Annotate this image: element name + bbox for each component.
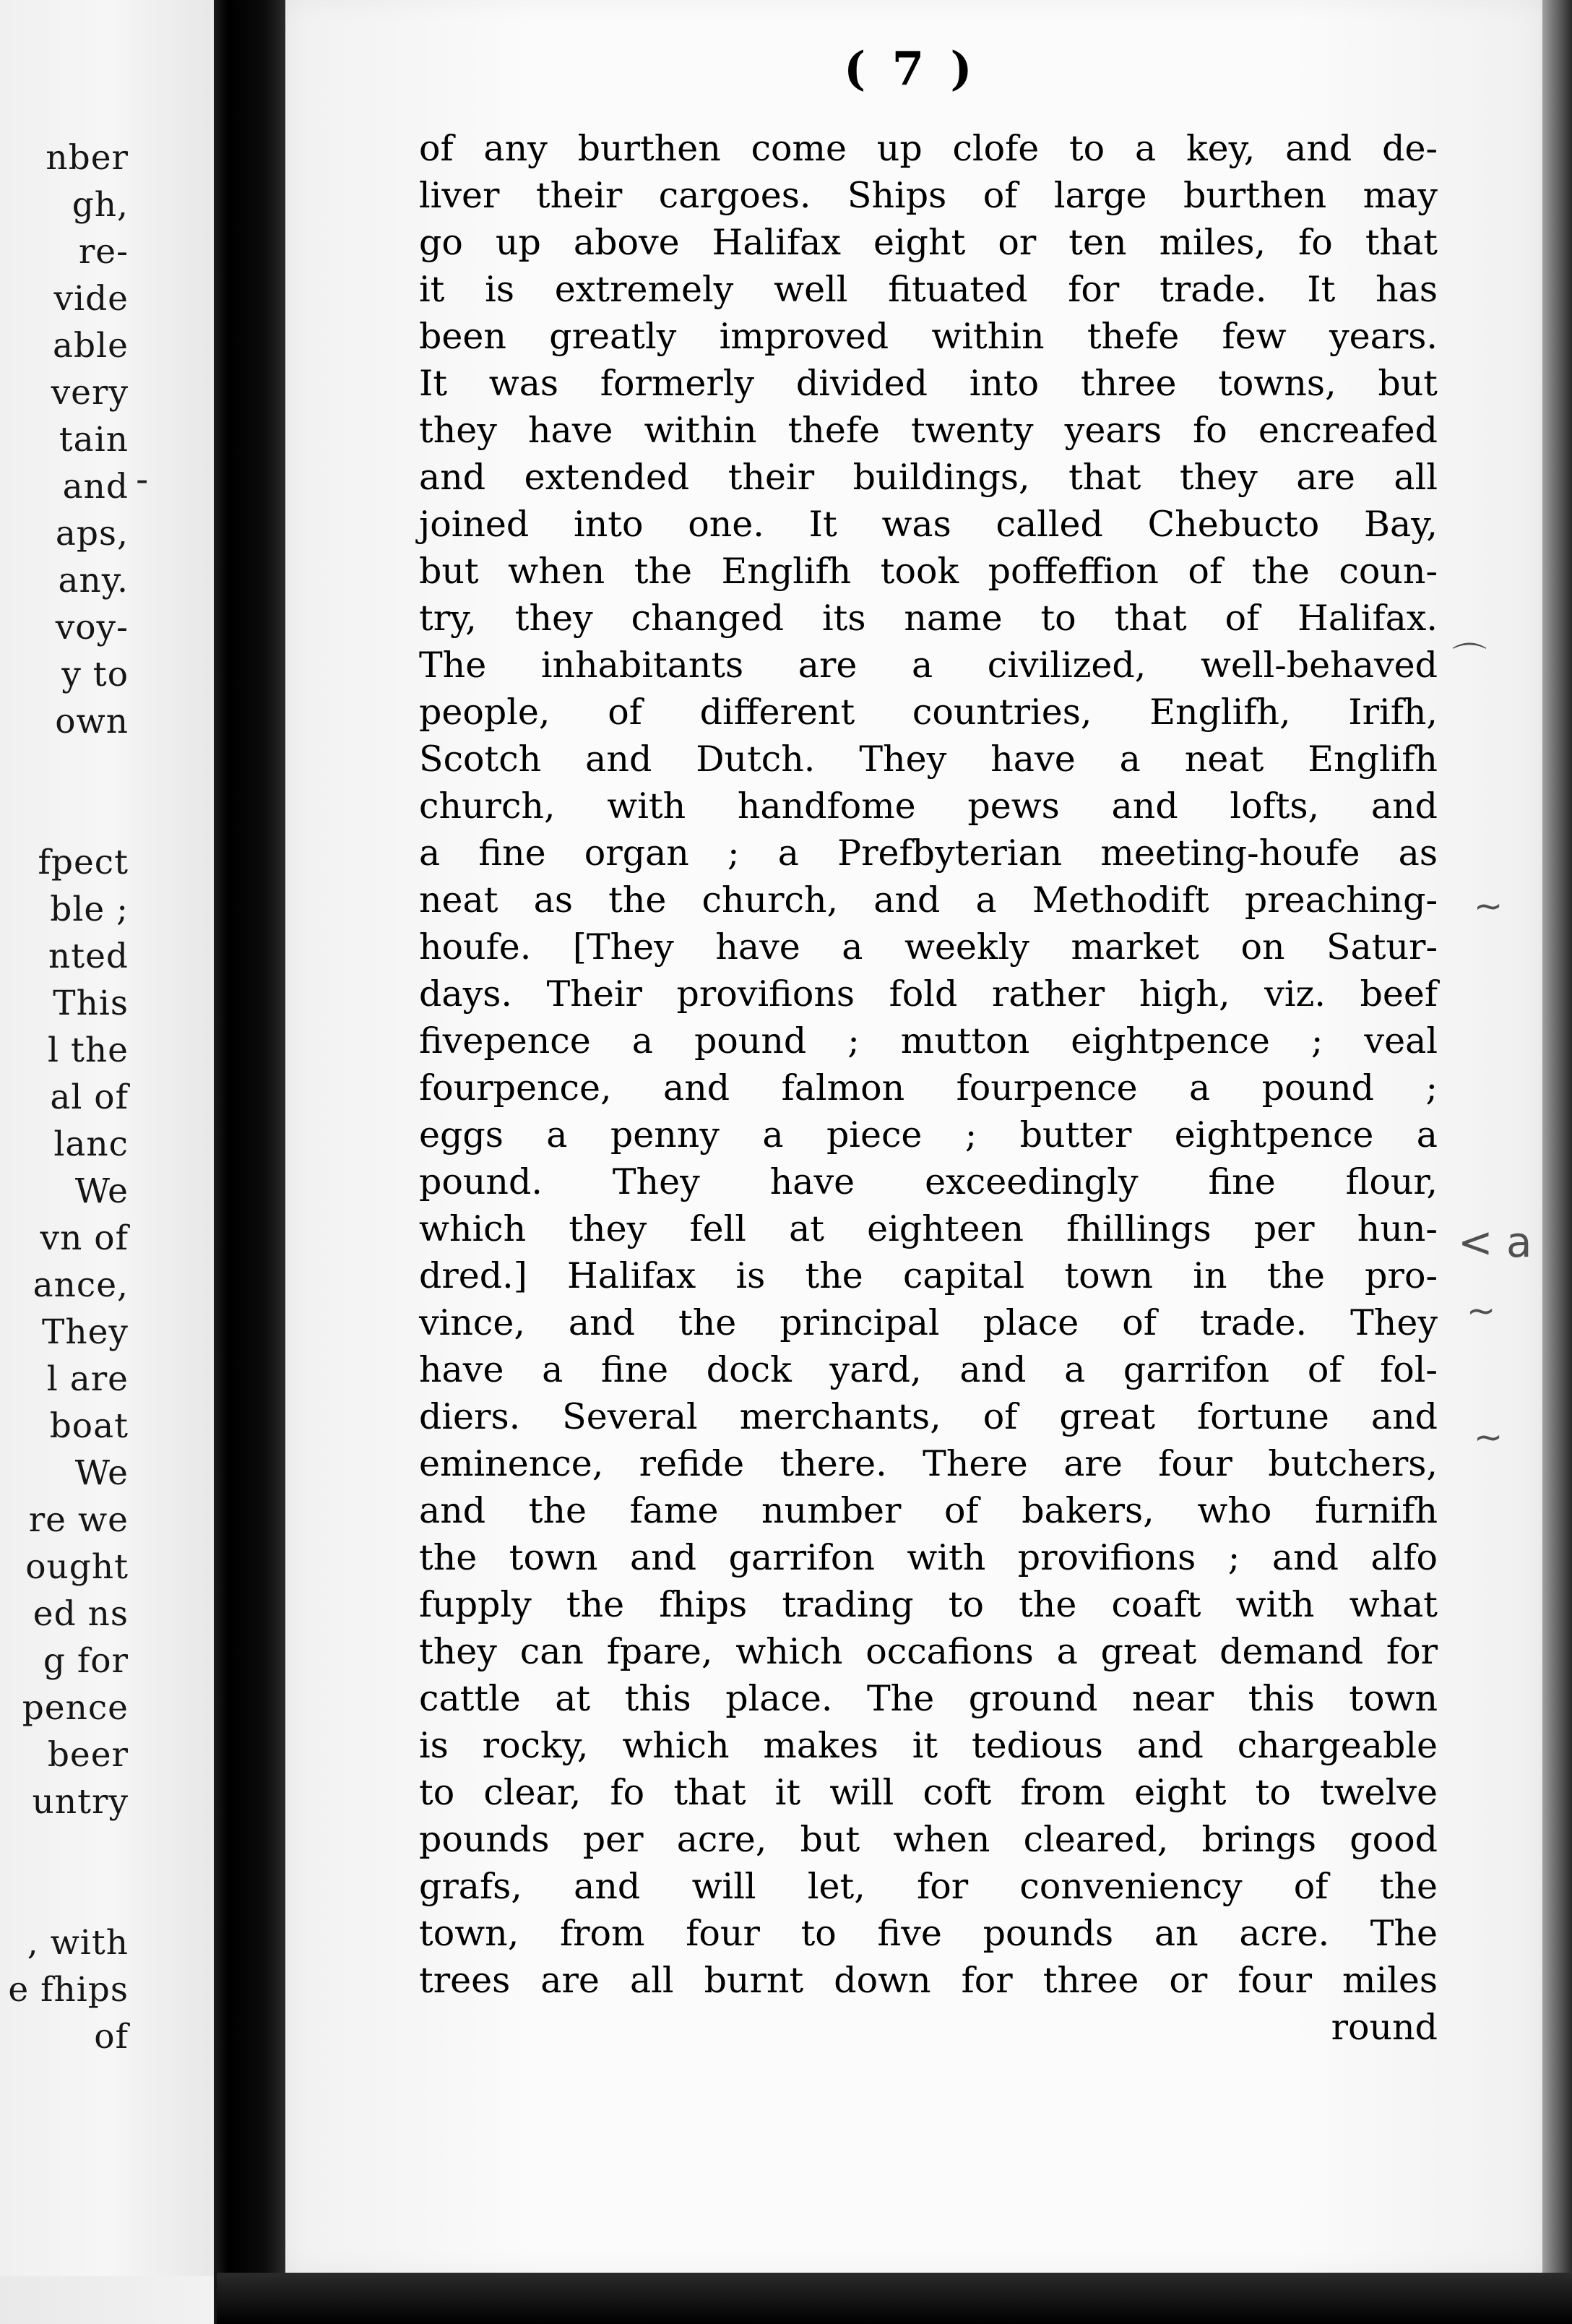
text-line: but when the Englifh took poffeffion of the coun-: [419, 551, 1438, 592]
facing-page-line: vide: [53, 279, 129, 319]
text-line: vince, and the principal place of trade. They: [419, 1302, 1438, 1343]
text-line: eggs a penny a piece ; butter eightpence a: [419, 1114, 1438, 1155]
margin-annotation-curve: ⌒: [1452, 640, 1487, 681]
book-gutter: [214, 0, 286, 2324]
facing-page-line: fpect: [38, 843, 129, 882]
facing-page-line: al of: [50, 1077, 129, 1117]
text-line: fupply the fhips trading to the coaft with what: [419, 1584, 1438, 1625]
facing-page-line: beer: [47, 1735, 129, 1775]
text-line: church, with handfome pews and lofts, and: [419, 786, 1438, 827]
text-line: a fine organ ; a Prefbyterian meeting-houfe as: [419, 832, 1438, 874]
facing-page-line: lanc: [53, 1124, 129, 1164]
facing-page-line: l the: [48, 1030, 129, 1070]
facing-page-line: y to: [61, 655, 129, 694]
text-line: eminence, refide there. There are four butchers,: [419, 1443, 1438, 1484]
facing-page-line: aps,: [55, 514, 129, 554]
text-line: neat as the church, and a Methodift preaching-: [419, 879, 1438, 921]
text-line: pound. They have exceedingly fine flour,: [419, 1161, 1438, 1202]
facing-page-line: voy-: [55, 608, 129, 647]
text-line: of any burthen come up clofe to a key, and de-: [419, 128, 1438, 169]
facing-page-line: They: [42, 1312, 129, 1352]
facing-page-line: re-: [78, 232, 129, 272]
text-line: grafs, and will let, for conveniency of the: [419, 1866, 1438, 1907]
text-line: is rocky, which makes it tedious and chargeable: [419, 1725, 1438, 1766]
text-line: diers. Several merchants, of great fortune and: [419, 1396, 1438, 1437]
text-line: joined into one. It was called Chebucto Bay,: [419, 504, 1438, 545]
text-line: have a fine dock yard, and a garrifon of fol-: [419, 1349, 1438, 1390]
facing-page-line: nber: [46, 138, 129, 178]
facing-page-line: boat: [49, 1406, 129, 1446]
text-line: Scotch and Dutch. They have a neat Englifh: [419, 739, 1438, 780]
text-line: the town and garrifon with provifions ; and alfo: [419, 1537, 1438, 1578]
body-text: [419, 125, 1438, 2051]
page-edge-shadow: [1542, 0, 1572, 2324]
facing-page-line: ed ns: [33, 1594, 129, 1634]
facing-page-line: and: [62, 467, 129, 507]
margin-annotation-dash: -: [136, 460, 149, 500]
text-line: cattle at this place. The ground near this town: [419, 1678, 1438, 1719]
facing-page-line: pence: [22, 1688, 129, 1728]
text-line: town, from four to five pounds an acre. The: [419, 1913, 1438, 1954]
text-line: which they fell at eighteen fhillings per hun-: [419, 1208, 1438, 1249]
facing-page-line: tain: [59, 420, 129, 460]
text-line: and extended their buildings, that they are all: [419, 457, 1438, 498]
text-line: they can fpare, which occafions a great demand for: [419, 1631, 1438, 1672]
text-line: houfe. [They have a weekly market on Satur-: [419, 926, 1438, 968]
facing-page-fragment: [0, 0, 217, 2276]
text-line: people, of different countries, Englifh, Irifh,: [419, 692, 1438, 733]
facing-page-line: gh,: [72, 185, 129, 225]
facing-page-line: nted: [48, 937, 129, 976]
text-line: trees are all burnt down for three or four miles: [419, 1960, 1438, 2001]
text-line: fivepence a pound ; mutton eightpence ; veal: [419, 1020, 1438, 1062]
text-line: fourpence, and falmon fourpence a pound ;: [419, 1067, 1438, 1109]
facing-page-line: untry: [32, 1782, 129, 1822]
facing-page-line: We: [74, 1453, 129, 1493]
text-line: to clear, fo that it will coft from eight to twelve: [419, 1772, 1438, 1813]
margin-annotation-tick: ~: [1474, 886, 1503, 926]
facing-page-line: ought: [25, 1547, 129, 1587]
text-line: try, they changed its name to that of Halifax.: [419, 598, 1438, 639]
text-line: It was formerly divided into three towns, but: [419, 363, 1438, 404]
facing-page-line: , with: [27, 1923, 129, 1963]
catchword: round: [1331, 2007, 1438, 2048]
margin-annotation-tick: ~: [1467, 1291, 1496, 1331]
facing-page-line: own: [55, 702, 129, 741]
margin-annotation-tick: ~: [1474, 1417, 1503, 1458]
facing-page-line: of: [94, 2017, 129, 2057]
facing-page-line: ble ;: [50, 890, 129, 929]
page-bottom-shadow: [217, 2273, 1572, 2324]
facing-page-line: re we: [28, 1500, 129, 1540]
text-line: dred.] Halifax is the capital town in the pro-: [419, 1255, 1438, 1296]
text-line: they have within thefe twenty years fo encreafed: [419, 410, 1438, 451]
facing-page-line: vn of: [40, 1218, 129, 1258]
text-line: been greatly improved within thefe few years.: [419, 316, 1438, 357]
text-line: The inhabitants are a civilized, well-behaved: [419, 645, 1438, 686]
text-line: it is extremely well fituated for trade. It has: [419, 269, 1438, 310]
text-line: pounds per acre, but when cleared, brings good: [419, 1819, 1438, 1860]
facing-page-line: This: [53, 984, 129, 1023]
facing-page-line: g for: [43, 1641, 129, 1681]
facing-page-line: We: [74, 1171, 129, 1211]
facing-page-line: any.: [58, 561, 129, 601]
facing-page-line: e fhips: [8, 1970, 129, 2010]
facing-page-line: l are: [46, 1359, 129, 1399]
margin-annotation-bracket: < a: [1458, 1218, 1532, 1267]
facing-page-line: ance,: [33, 1265, 129, 1305]
text-line: liver their cargoes. Ships of large burthen may: [419, 175, 1438, 216]
text-line: and the fame number of bakers, who furnifh: [419, 1490, 1438, 1531]
facing-page-line: very: [51, 373, 129, 413]
page-number: ( 7 ): [844, 42, 977, 96]
text-line: go up above Halifax eight or ten miles, fo that: [419, 222, 1438, 263]
text-line: days. Their provifions fold rather high, viz. beef: [419, 973, 1438, 1015]
facing-page-line: able: [53, 326, 129, 366]
